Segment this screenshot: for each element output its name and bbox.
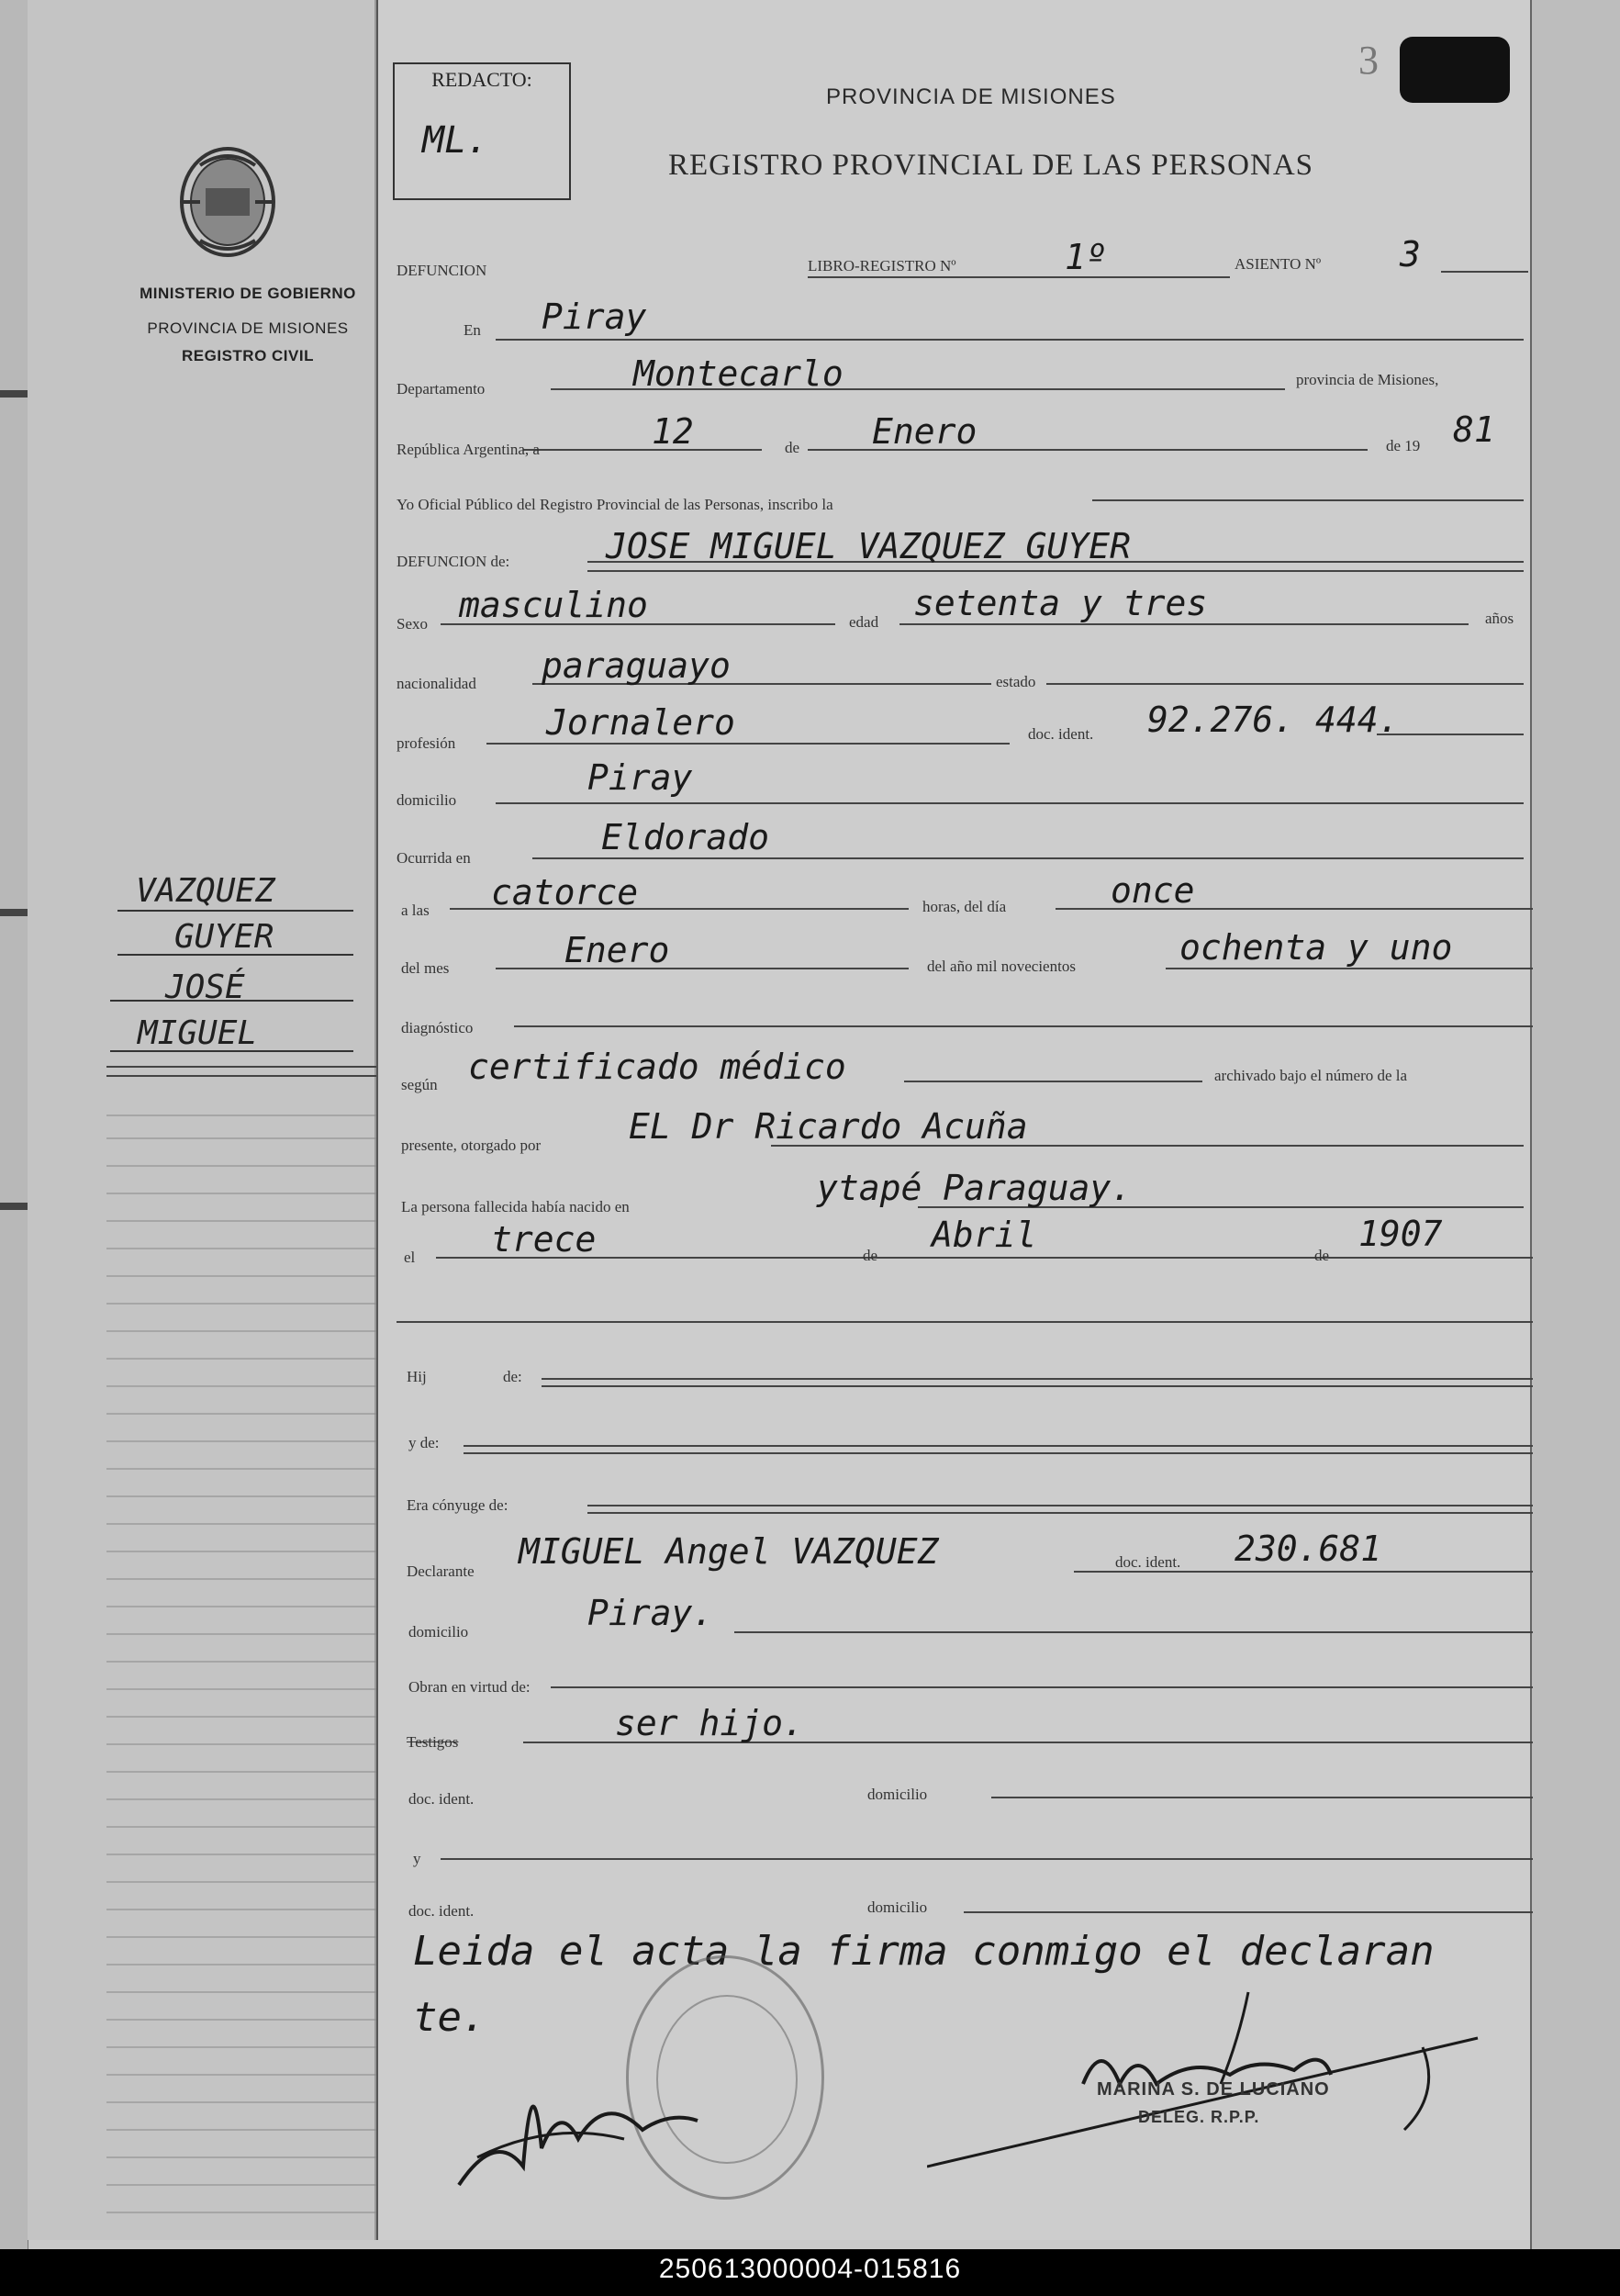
declarant-signature: [441, 2020, 716, 2203]
fecha-de19-label: de 19: [1386, 437, 1421, 454]
en-label: En: [464, 321, 481, 339]
anio-value: ochenta y uno: [1179, 927, 1453, 968]
province-title: PROVINCIA DE MISIONES: [826, 84, 1116, 109]
nac-de2-label: de: [1314, 1247, 1330, 1264]
margin-name-line4: MIGUEL: [138, 1014, 258, 1052]
departamento-value: Montecarlo: [633, 353, 844, 394]
nacionalidad-label: nacionalidad: [397, 675, 476, 692]
libro-label: LIBRO-REGISTRO Nº: [808, 257, 956, 274]
libro-value: 1º: [1065, 237, 1107, 277]
presente-value: EL Dr Ricardo Acuña: [629, 1106, 1028, 1147]
ocurrida-label: Ocurrida en: [397, 849, 471, 867]
decl-dom-value: Piray.: [587, 1593, 714, 1633]
ministry-line3: REGISTRO CIVIL: [182, 347, 314, 364]
redacto-value: ML.: [422, 119, 489, 162]
provincia-label: provincia de Misiones,: [1296, 371, 1439, 388]
obran-label: Obran en virtud de:: [408, 1678, 531, 1696]
doc-ident-label: doc. ident.: [1028, 725, 1094, 743]
anios-label: años: [1485, 610, 1514, 627]
del-mes-label: del mes: [401, 959, 450, 977]
doc-ident2-label: doc. ident.: [408, 1790, 475, 1808]
decl-dom-label: domicilio: [408, 1623, 469, 1641]
anio-mil-label: del año mil novecientos: [927, 958, 1076, 975]
el-label: el: [404, 1249, 416, 1266]
fecha-de-label: de: [785, 439, 800, 456]
dia-value: once: [1111, 870, 1195, 911]
defuncion-label: DEFUNCION: [397, 262, 487, 279]
nac-mes: Abril: [932, 1215, 1037, 1255]
doc-ident-value: 92.276. 444.: [1147, 700, 1400, 740]
fecha-dia: 12: [652, 411, 694, 452]
conyuge-label: Era cónyuge de:: [407, 1496, 508, 1514]
testigos-label: Testigos: [407, 1733, 459, 1751]
page-number: 3: [1358, 38, 1379, 83]
sexo-value: masculino: [459, 585, 648, 625]
ministry-line2: PROVINCIA DE MISIONES: [147, 319, 349, 337]
horas-label: horas, del día: [922, 898, 1007, 915]
profesion-value: Jornalero: [546, 702, 735, 743]
domicilio2-label: domicilio: [867, 1786, 928, 1803]
diagnostico-label: diagnóstico: [401, 1019, 474, 1036]
closing-line1: Leida el acta la firma conmigo el declaran: [413, 1928, 1435, 1975]
asiento-value: 3: [1400, 234, 1421, 274]
domicilio-label: domicilio: [397, 791, 457, 809]
y-de-label: y de:: [408, 1434, 440, 1451]
testigos-value: ser hijo.: [615, 1703, 804, 1743]
sexo-label: Sexo: [397, 615, 428, 633]
fecha-mes: Enero: [872, 411, 978, 452]
doc-ident3-label: doc. ident.: [408, 1902, 475, 1920]
domicilio3-label: domicilio: [867, 1898, 928, 1916]
decl-doc-value: 230.681: [1235, 1529, 1382, 1569]
ministry-line1: MINISTERIO DE GOBIERNO: [140, 285, 356, 302]
scan-id: 250613000004-015816: [658, 2254, 962, 2284]
nacido-label: La persona fallecida había nacido en: [401, 1198, 630, 1215]
segun-value: certificado médico: [468, 1047, 846, 1087]
de-hij-label: de:: [503, 1368, 522, 1385]
closing-line2: te.: [413, 1994, 486, 2041]
republica-label: República Argentina, a: [397, 441, 540, 458]
margin-name-line1: VAZQUEZ: [136, 872, 275, 910]
official-name-stamp: MARINA S. DE LUCIANO: [1097, 2079, 1330, 2100]
mes-value: Enero: [564, 930, 670, 970]
edad-label: edad: [849, 613, 879, 631]
redacto-label: REDACTO:: [431, 68, 532, 91]
segun-label: según: [401, 1076, 438, 1093]
estado-label: estado: [996, 673, 1036, 690]
official-title-stamp: DELEG. R.P.P.: [1138, 2108, 1260, 2126]
declarante-value: MIGUEL Angel VAZQUEZ: [519, 1531, 939, 1572]
y-label: y: [413, 1850, 421, 1867]
nac-de-label: de: [863, 1247, 878, 1264]
yo-oficial-text: Yo Oficial Público del Registro Provincial de las Personas, inscribo la: [397, 496, 833, 513]
nacionalidad-value: paraguayo: [542, 645, 731, 686]
en-value: Piray: [542, 297, 647, 337]
presente-label: presente, otorgado por: [401, 1137, 542, 1154]
nac-dia: trece: [491, 1219, 597, 1260]
margin-name-line3: JOSÉ: [165, 969, 245, 1006]
profesion-label: profesión: [397, 734, 456, 752]
decl-doc-label: doc. ident.: [1115, 1553, 1181, 1571]
a-las-label: a las: [401, 902, 430, 919]
hij-label: Hij: [407, 1368, 427, 1385]
nac-anio: 1907: [1358, 1214, 1443, 1254]
nacido-value: ytapé Paraguay.: [817, 1168, 1133, 1208]
asiento-label: ASIENTO Nº: [1235, 255, 1322, 273]
declarante-label: Declarante: [407, 1562, 475, 1580]
departamento-label: Departamento: [397, 380, 486, 398]
a-las-value: catorce: [491, 872, 639, 913]
archivado-label: archivado bajo el número de la: [1214, 1067, 1408, 1084]
registry-title: REGISTRO PROVINCIAL DE LAS PERSONAS: [668, 149, 1314, 182]
ocurrida-value: Eldorado: [601, 817, 770, 857]
edad-value: setenta y tres: [913, 583, 1208, 623]
domicilio-value: Piray: [587, 757, 693, 798]
defuncion-de-value: JOSE MIGUEL VAZQUEZ GUYER: [606, 526, 1131, 566]
margin-name-line2: GUYER: [174, 918, 274, 956]
fecha-anio: 81: [1453, 409, 1495, 450]
defuncion-de-label: DEFUNCION de:: [397, 553, 510, 570]
